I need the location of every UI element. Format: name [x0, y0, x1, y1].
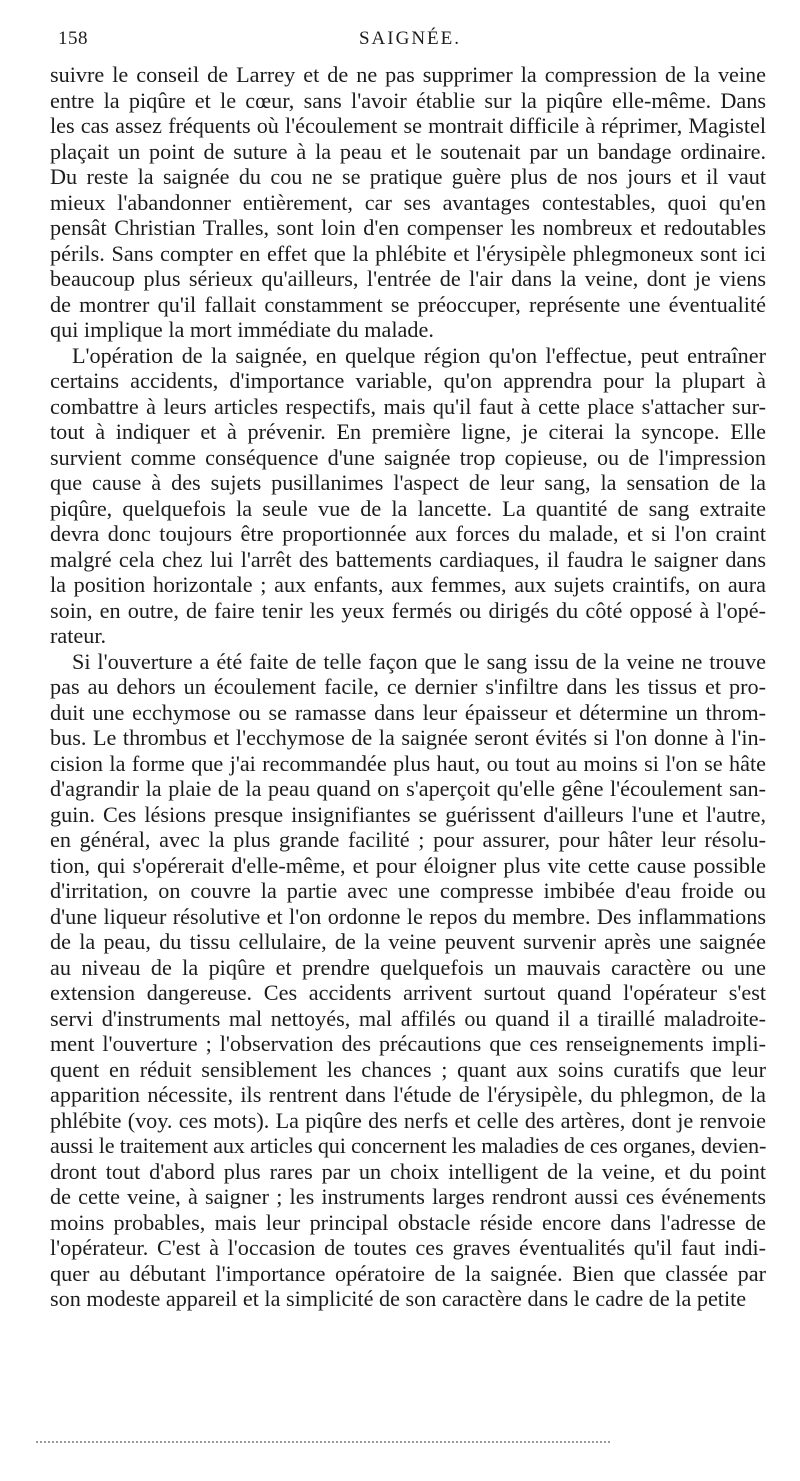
- text-line: apparition nécessite, ils rentrent dans l'étude de l'érysipèle, du phlegmon, de la: [50, 1082, 766, 1107]
- text-line: en général, avec la plus grande facilité ; pour assurer, pour hâter leur résolu-: [50, 827, 766, 852]
- text-line: périls. Sans compter en effet que la phlébite et l'érysipèle phlegmoneux sont ici: [50, 240, 766, 266]
- text-line: extension dangereuse. Ces accidents arrivent surtout quand l'opérateur s'est: [50, 980, 766, 1005]
- text-line: quer au débutant l'importance opératoire de la saignée. Bien que classée par: [50, 1260, 766, 1286]
- paragraph: [50, 62, 766, 343]
- text-line: de cette veine, à saigner ; les instruments larges rendront aussi ces événements: [50, 1184, 766, 1209]
- text-line: l'opérateur. C'est à l'occasion de toutes ces graves éventualités qu'il faut indi-: [50, 1235, 766, 1260]
- text-line: tion, qui s'opérerait d'elle-même, et pour éloigner plus vite cette cause possible: [50, 852, 766, 878]
- text-line: Du reste la saignée du cou ne se pratique guère plus de nos jours et il vaut: [50, 164, 766, 189]
- text-line: duit une ecchymose ou se ramasse dans leur épaisseur et détermine un throm-: [50, 699, 766, 725]
- text-line: L'opération de la saignée, en quelque région qu'on l'effectue, peut entraîner: [72, 342, 766, 368]
- paragraph: [50, 343, 766, 649]
- text-line: son modeste appareil et la simplicité de son caractère dans le cadre de la petite: [50, 1286, 747, 1311]
- text-line: phlébite (voy. ces mots). La piqûre des nerfs et celle des artères, dont je renvoie: [50, 1107, 766, 1133]
- text-line: les cas assez fréquents où l'écoulement se montrait difficile à réprimer, Magistel: [50, 113, 766, 138]
- text-line: pensât Christian Tralles, sont loin d'en compenser les nombreux et redoutables: [50, 215, 766, 240]
- text-line: de la peau, du tissu cellulaire, de la veine peuvent survenir après une saignée: [50, 929, 766, 954]
- page-number: 158: [58, 28, 88, 49]
- text-line: suivre le conseil de Larrey et de ne pas supprimer la compression de la veine: [50, 62, 766, 87]
- text-line: survient comme conséquence d'une saignée trop copieuse, ou de l'impression: [50, 444, 766, 470]
- text-line: que cause à des sujets pusillanimes l'aspect de leur sang, la sensation de la: [50, 470, 766, 495]
- text-line: mieux l'abandonner entièrement, car ses avantages contestables, quoi qu'en: [50, 189, 766, 215]
- text-line: soin, en outre, de faire tenir les yeux fermés ou dirigés du côté opposé à l'opé-: [50, 597, 766, 623]
- text-line: tout à indiquer et à prévenir. En première ligne, je citerai la syncope. Elle: [50, 419, 766, 444]
- text-line: plaçait un point de suture à la peau et le soutenait par un bandage ordinaire.: [50, 138, 766, 164]
- text-line: certains accidents, d'importance variable, qu'on apprendra pour la plupart à: [50, 368, 766, 393]
- text-line: au niveau de la piqûre et prendre quelquefois un mauvais caractère ou une: [50, 954, 766, 980]
- text-line: malgré cela chez lui l'arrêt des battements cardiaques, il faudra le saigner dans: [50, 546, 766, 572]
- text-line: ment l'ouverture ; l'observation des précautions que ces renseignements impli-: [50, 1031, 766, 1056]
- text-line: d'irritation, on couvre la partie avec une compresse imbibée d'eau froide ou: [50, 878, 766, 903]
- text-line: beaucoup plus sérieux qu'ailleurs, l'entrée de l'air dans la veine, dont je viens: [50, 266, 766, 291]
- text-line: pas au dehors un écoulement facile, ce dernier s'infiltre dans les tissus et pro-: [50, 674, 766, 699]
- text-line: entre la piqûre et le cœur, sans l'avoir établie sur la piqûre elle-même. Dans: [50, 87, 766, 113]
- text-line: dront tout d'abord plus rares par un choix intelligent de la veine, et du point: [50, 1158, 766, 1184]
- text-line: qui implique la mort immédiate du malade.: [50, 317, 434, 342]
- text-line: cision la forme que j'ai recommandée plus haut, ou tout au moins si l'on se hâte: [50, 750, 766, 776]
- text-line: d'agrandir la plaie de la peau quand on s'aperçoit qu'elle gêne l'écoulement san-: [50, 776, 766, 801]
- text-line: aussi le traitement aux articles qui concernent les maladies de ces organes, devien-: [50, 1133, 766, 1158]
- text-line: d'une liqueur résolutive et l'on ordonne le repos du membre. Des inflammations: [50, 903, 766, 929]
- paragraph: [50, 649, 766, 1312]
- running-head: SAIGNÉE.: [358, 28, 462, 49]
- page-header: [58, 28, 762, 58]
- footer-rule: [36, 1441, 610, 1443]
- text-line: la position horizontale ; aux enfants, aux femmes, aux sujets craintifs, on aura: [50, 572, 766, 597]
- text-line: combattre à leurs articles respectifs, mais qu'il faut à cette place s'attacher sur-: [50, 393, 766, 419]
- text-line: de montrer qu'il fallait constamment se préoccuper, représente une éventualité: [50, 291, 766, 317]
- text-line: Si l'ouverture a été faite de telle façon que le sang issu de la veine ne trouve: [72, 648, 766, 674]
- text-line: servi d'instruments mal nettoyés, mal affilés ou quand il a tiraillé maladroite-: [50, 1005, 766, 1031]
- body-text: [50, 62, 766, 1312]
- text-line: quent en réduit sensiblement les chances ; quant aux soins curatifs que leur: [50, 1056, 766, 1082]
- text-line: guin. Ces lésions presque insignifiantes se guérissent d'ailleurs l'une et l'autre,: [50, 801, 766, 827]
- text-line: bus. Le thrombus et l'ecchymose de la saignée seront évités si l'on donne à l'in-: [50, 725, 766, 750]
- text-line: rateur.: [50, 623, 107, 648]
- text-line: moins probables, mais leur principal obstacle réside encore dans l'adresse de: [50, 1209, 766, 1235]
- text-line: devra donc toujours être proportionnée aux forces du malade, et si l'on craint: [50, 521, 766, 546]
- text-line: piqûre, quelquefois la seule vue de la lancette. La quantité de sang extraite: [50, 495, 766, 521]
